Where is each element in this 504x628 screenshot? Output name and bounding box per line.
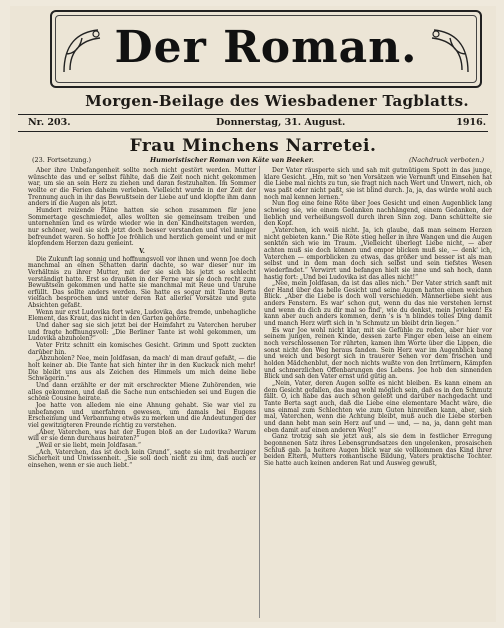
paragraph: Joe hatte von alledem nie eine Ahnung gehabt. Sie war viel zu unbefangen und unerfahren gewesen, um damals bei Eugens Erscheinung und Verbannung etwas zu merken und die Andeutungen der viel gewitzigteren Freunde richtig zu verstehen. — [28, 401, 256, 429]
paragraph: Der Vater räusperte sich und sah mit gutmütigem Spott in das junge, klare Gesicht. „Hm, mit so 'nen Vorsätzen wie Vernunft und Einsehen hat die Liebe mal nichts zu tun, sie fragt nich nach Wert und Unwert, nich, ob was paßt oder nicht paßt, sie ist blind durch. Ja, ja, das würde wohl auch noch mal kennen lernen.“ — [264, 167, 492, 201]
paragraph: Aber ihre Unbefangenheit sollte noch nicht gestört werden. Mutter wünschte das und er selbst fühlte, daß die Zeit noch nicht gekommen war, um sie an sein Herz zu ziehen und daran festzuhalten. Im Sommer wollte er die Ferien daheim verleben. Vielleicht wurde in der Zeit der Trennung auch in ihr das Bewußtsein der Liebe auf und klopfte ihm dann anders in die Augen als jetzt. — [28, 167, 256, 208]
paragraph: Vater Fritz schnitt ein komisches Gesicht. Grimm und Spott zuckten darüber hin. — [28, 342, 256, 356]
art-nouveau-ornament-right — [428, 24, 472, 76]
paragraph: Ganz trotzig sah sie jetzt aus, als sie dem in festlicher Erregung begonnenen Satz ihres Lebensgrundsatzes den ungelenken, prosaischen Schluß gab. Ja heitere Augen blick war sie vollkommen das Kind ihrer beiden Eltern, Mutters romantische Bildung, Vaters praktische Tochter. Sie hatte auch keinen anderen Rat und Ausweg gewußt, — [264, 433, 492, 467]
header-rule — [18, 114, 488, 115]
story-subtitle: Humoristischer Roman von Käte van Beeker. — [150, 156, 314, 164]
paragraph: „Abzuholen? Nee, mein Joldfasan, da mach' di man drauf gefaßt, — die holt keiner ab. Die Tante hat sich hinter ihr in den Kuckuck nich mehr! Die bleibt uns aus als Zeichen des Himmels um mich deine liebe Schwägerin.“ — [28, 355, 256, 383]
paragraph: Und daher sag sie sich jetzt bei der Heimfahrt zu Vaterchen heruber und fragte hoffnungsvoll: „Die Berliner Tante ist wohl gekommen, um Ludovika abzuholen?“ — [28, 322, 256, 343]
paragraph: „Aber, Vaterchen, was hat der Eugen bloß an der Ludovika? Warum will er sie denn durchaus heiraten?“ — [28, 428, 256, 443]
paragraph: „Nee, mein Joldfasan, da ist das alles nich.“ Der Vater strich sanft mit der Hand über das helle Gesicht und seine Augen hatten einen weichen Blick. „Aber die Liebe is doch woll verschieden. Männerliebe sieht aus anders Fenstern. Es war' schon gut, wenn du das nie verstehen lernst und wenn du dich zu dir mal so find', wie du denkst, mein Jevieken! Es kann aber auch anders kommen, denn 's is 'n blindes tolles Ding damit und manch Herz wirft sich in 'n Schmutz un bleibt drin liegen.“ — [264, 280, 492, 328]
issue-number: Nr. 203. — [28, 117, 71, 128]
issue-date: Donnerstag, 31. August. — [216, 117, 346, 128]
masthead-frame — [50, 10, 482, 88]
paragraph: „Vaterchen, ich weiß nicht. Ja, ich glaube, daß man seinem Herzen nicht gebieten kann.“ Die Röte stieg heller in ihre Wangen und die Augen senkten sich wie im Traum. „Vielleicht überlegt Liebe nicht, — aber achten muß sie doch können und empor blicken muß sie, — denk' ich, Vaterchen — emporblicken zu etwas, das größer und besser ist als man selbst und in dem man doch sich selbst und sein tiefstes Wesen wiederfindet.“ Verwirrt und befangen hielt sie inne und sah hoch, dann hastig fort: „Und bei Ludovika ist das alles nicht!“ — [264, 226, 492, 281]
text-column-left — [28, 168, 256, 470]
newspaper-page — [10, 6, 496, 622]
paragraph: Die Zukunft lag sonnig und hoffnungsvoll vor ihnen und wenn Joe doch manchmal an einen Schatten darin dachte, so war dieser nur im Verhältnis zu ihrer Mutter, mit der sie sich bis jetzt so schlecht verständigt hatte. Erst so draußen in der Ferne war sie doch recht zum Bewußtsein gekommen und hatte sie manchmal mit Reue und Unruhe erfüllt. Das sollte anders werden. Sie hatte es sogar mit Tante Berta vielfach besprochen und unter deren Rat allerlei Vorsätze und gute Absichten gefaßt. — [28, 255, 256, 310]
paragraph: Es war Joe wohl nicht klar, mit sie Gefühle zu reden, aber hier vor seinem jungen, reinen Kinde, dessen zarte Finger eben leise an einem noch verschlossenen Tor rührten, kamen ihm Worte über die Lippen, die sonst nicht den Weg heraus fanden. Sein Herz war im Augenblick bang und weich und besorgt sich in trauerer Sehen vor dem frischen und holden Mädchenblut, der noch nichts wußte von den Irrtümern, Kämpfen und schmerzlichen Offenbarungen des Lebens. Joe hob den sinnenden Blick und sah den Vater ernst und gütig an. — [264, 326, 492, 381]
paragraph: Und dann erzählte er der mit erschreckter Miene Zuhörenden, wie alles gekommen, und daß die Sache nun entschieden sei und Eugen die schöne Cousine heirate. — [28, 382, 256, 403]
text-column-right — [264, 168, 492, 468]
column-divider — [259, 166, 260, 618]
byline-row — [32, 156, 486, 166]
paragraph: Hundert reizende Pläne hatten sie schon zusammen für jene Sommertage geschmiedet, alles wollten sie gemeinsam treiben und unternehmen und es würde wieder wie in den Kindheitstagen werden, nur schöner, weil sie sich jetzt doch besser verstanden und viel inniger befreundet waren. So hoffte Joe fröhlich und herzlich gemeint und er mit klopfendem Herzen dazu gemeint. — [28, 206, 256, 248]
paragraph: Wenn nur erst Ludovika fort wäre, Ludovika, das fremde, unbehagliche Element, das Kraut, das nicht in den Garten gehörte. — [28, 308, 256, 323]
chapter-number: V. — [139, 247, 145, 255]
issue-year: 1916. — [456, 117, 486, 128]
masthead-title: Der Roman. — [114, 22, 418, 73]
paragraph: „Ach, Vaterchen, das ist doch kein Grund“, sagte sie mit treuherziger Sicherheit und Unwissenheit. „Sie soll doch nicht zu ihm, daß auch er einsehen, wenn er sie auch liebt.“ — [28, 448, 256, 469]
issue-info-bar — [28, 117, 486, 131]
installment-label: (23. Fortsetzung.) — [32, 156, 92, 164]
masthead-subtitle: Morgen-Beilage des Wiesbadener Tagblatts. — [85, 92, 469, 110]
story-title: Frau Minchens Narretei. — [129, 136, 377, 156]
info-rule — [18, 131, 488, 132]
paragraph: Nun flog eine feine Röte über Joes Gesicht und einen Augenblick lang schwieg sie, wie einem Gedanken nachhängend, einem Gedanken, der lieblich und verheißungsvoll durch ihren Sinn zog. Dann schüttelte sie den Kopf. — [264, 200, 492, 228]
rights-notice: (Nachdruck verboten.) — [409, 156, 484, 164]
paragraph: „Nein, Vater, deren Augen sollte es nicht bleiben. Es kann einem an dem Gesicht gefallen, das mag wohl möglich sein, daß es in den Schmutz fällt. O, ich habe das auch schon gelebt und darüber nachgedacht und Tante Berta sagt auch, daß die Liebe eine elementare Macht wäre, die uns einmal zum Schlechten wie zum Guten hinreißen kann, aber, sieh mal, Vaterchen, wenn die Achtung bleibt, muß auch die Liebe sterben und dann hebt man sein Herz auf und — und, — na, ja, dann geht man eben damit auf einen anderen Weg!“ — [264, 380, 492, 434]
paragraph: „Weil er sie liebt, mein Joldfasan.“ — [36, 441, 141, 449]
